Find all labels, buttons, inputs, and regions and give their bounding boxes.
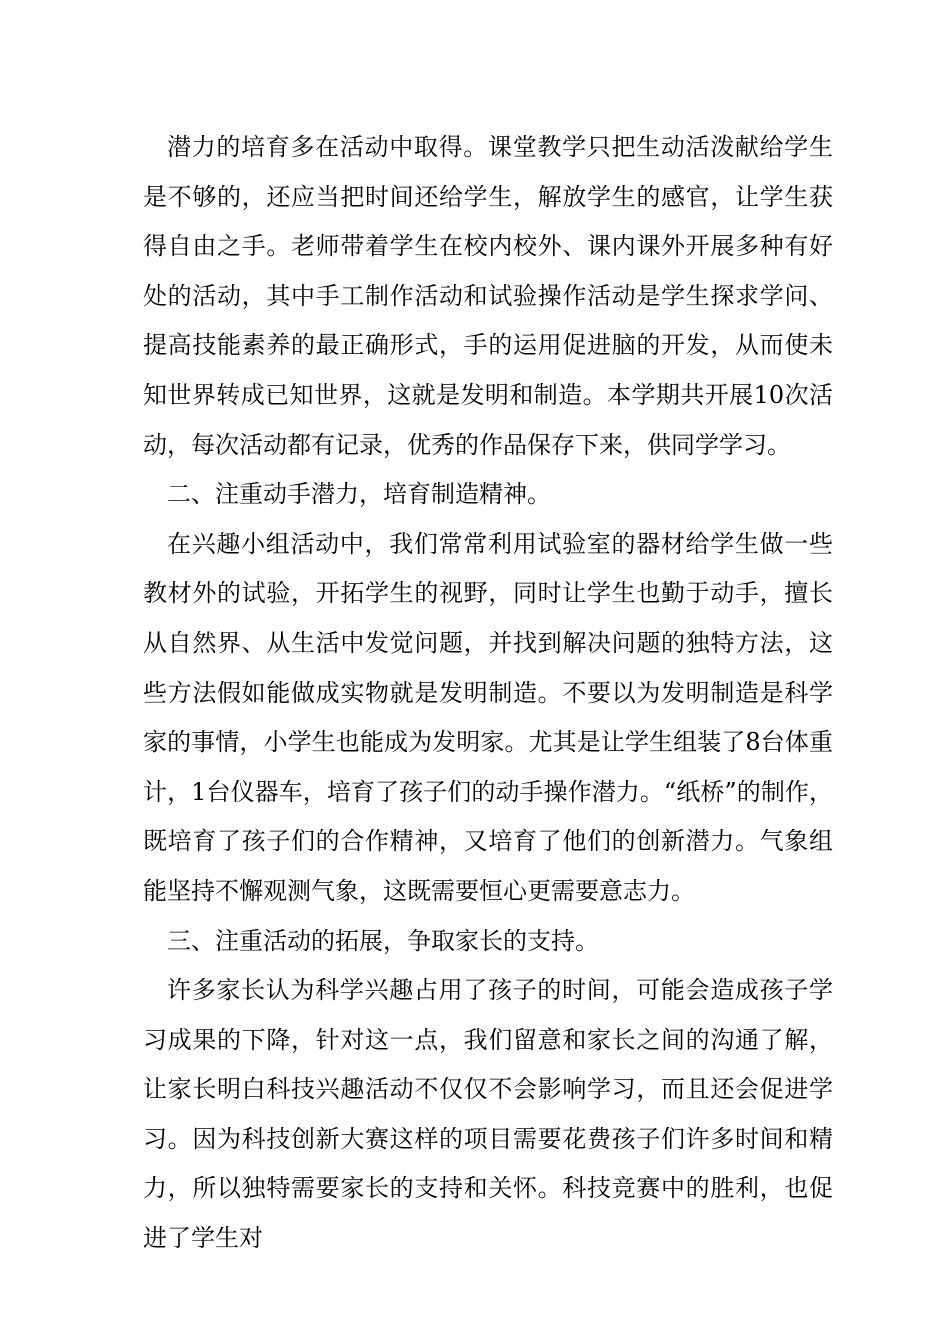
section-heading-3: 三、注重活动的拓展，争取家长的支持。 (167, 926, 599, 955)
paragraph-section-2: 在兴趣小组活动中，我们常常利用试验室的器材给学生做一些教材外的试验，开拓学生的视野，同时让学生也勤于动手，擅长从自然界、从生活中发觉问题，并找到解决问题的独特方法，这些方法假如能做成实物就是发明制造。不要以为发明制造是科学家的事情，小学生也能成为发明家。尤其是让学生组装了8台体重计，1台仪器车，培育了孩子们的动手操作潜力。“纸桥”的制作，既培育了孩子们的合作精神，又培育了他们的创新潜力。气象组能坚持不懈观测气象，这既需要恒心更需要意志力。 (143, 529, 833, 905)
document-body (143, 123, 833, 1264)
paragraph-section-3: 许多家长认为科学兴趣占用了孩子的时间，可能会造成孩子学习成果的下降，针对这一点，我们留意和家长之间的沟通了解，让家长明白科技兴趣活动不仅仅不会影响学习，而且还会促进学习。因为科技创新大赛这样的项目需要花费孩子们许多时间和精力，所以独特需要家长的支持和关怀。科技竞赛中的胜利，也促进了学生对 (143, 976, 833, 1253)
section-heading-2: 二、注重动手潜力，培育制造精神。 (167, 480, 551, 509)
paragraph-intro: 潜力的培育多在活动中取得。课堂教学只把生动活泼献给学生是不够的，还应当把时间还给学生，解放学生的感官，让学生获得自由之手。老师带着学生在校内校外、课内课外开展多种有好处的活动，其中手工制作活动和试验操作活动是学生探求学问、提高技能素养的最正确形式，手的运用促进脑的开发，从而使未知世界转成已知世界，这就是发明和制造。本学期共开展10次活动，每次活动都有记录，优秀的作品保存下来，供同学学习。 (143, 133, 833, 459)
